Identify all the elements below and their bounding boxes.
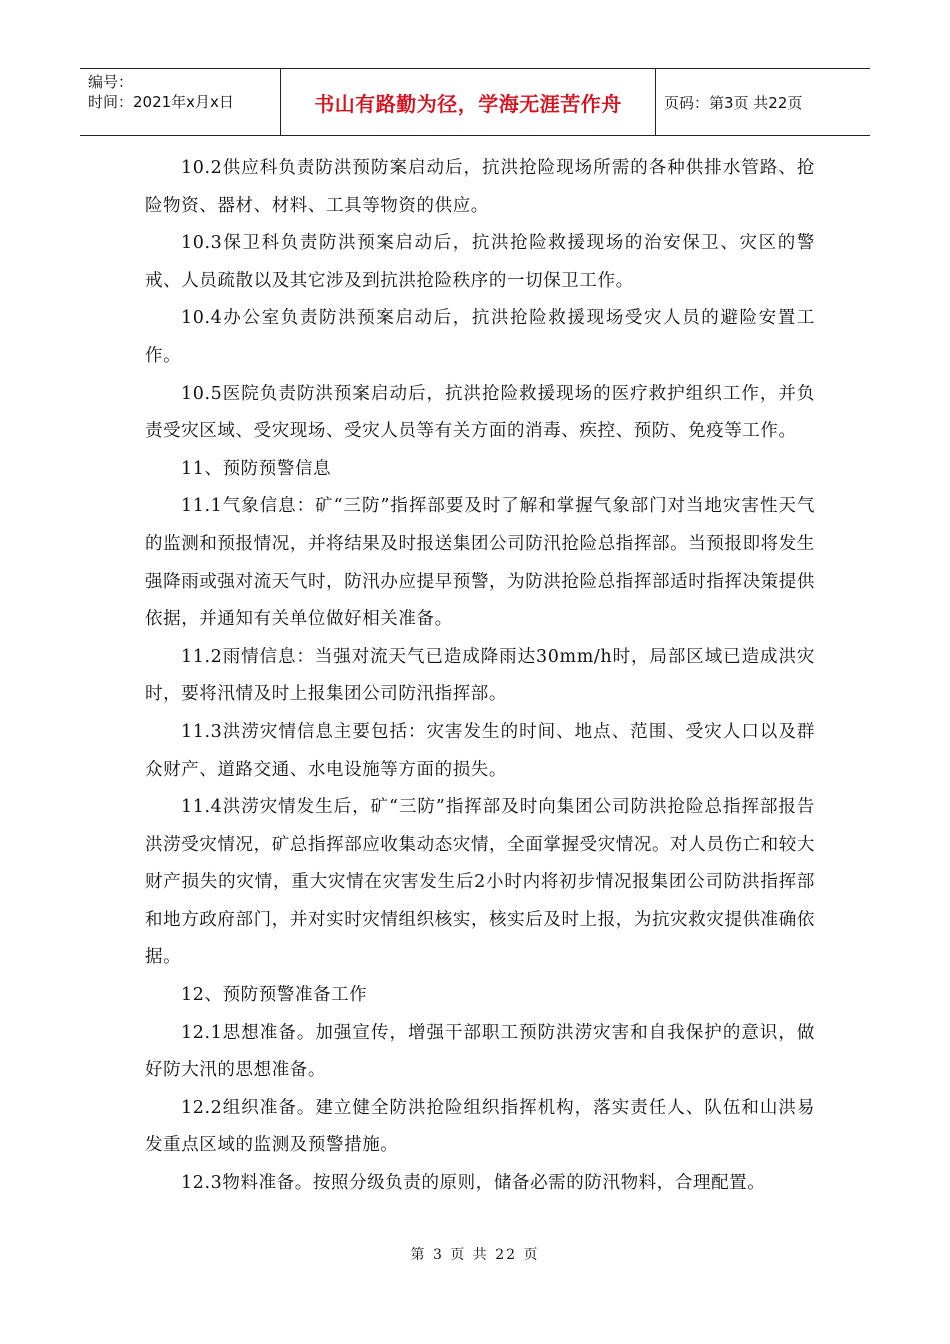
paragraph-10-5: 10.5医院负责防洪预案启动后，抗洪抢险救援现场的医疗救护组织工作，并负责受灾区域、受灾现场、受灾人员等有关方面的消毒、疾控、预防、免疫等工作。 <box>145 383 815 442</box>
paragraph-12-1: 12.1思想准备。加强宣传，增强干部职工预防洪涝灾害和自我保护的意识，做好防大汛的思想准备。 <box>145 1022 815 1081</box>
paragraph-11-4: 11.4洪涝灾情发生后，矿“三防”指挥部及时向集团公司防洪抢险总指挥部报告洪涝受灾情况，矿总指挥部应收集动态灾情，全面掌握受灾情况。对人员伤亡和较大财产损失的灾情，重大灾情在灾害发生后2小时内将初步情况报集团公司防洪指挥部和地方政府部门，并对实时灾情组织核实，核实后及时上报，为抗灾救灾提供准确依据。 <box>145 797 815 968</box>
header-page-number: 页码：第3页 共22页 <box>664 93 803 112</box>
paragraph-11-3: 11.3洪涝灾情信息主要包括：灾害发生的时间、地点、范围、受灾人口以及群众财产、道路交通、水电设施等方面的损失。 <box>145 721 815 780</box>
header-motto: 书山有路勤为径，学海无涯苦作舟 <box>281 69 656 135</box>
paragraph-10-4: 10.4办公室负责防洪预案启动后，抗洪抢险救援现场受灾人员的避险安置工作。 <box>145 308 815 366</box>
document-header <box>80 68 870 136</box>
section-heading-12: 12、预防预警准备工作 <box>181 985 368 1006</box>
paragraph-10-3: 10.3保卫科负责防洪预案启动后，抗洪抢险救援现场的治安保卫、灾区的警戒、人员疏散以及其它涉及到抗洪抢险秩序的一切保卫工作。 <box>145 233 815 291</box>
paragraph-11-1: 11.1气象信息：矿“三防”指挥部要及时了解和掌握气象部门对当地灾害性天气的监测和预报情况，并将结果及时报送集团公司防汛抢险总指挥部。当预报即将发生强降雨或强对流天气时，防汛办应提早预警，为防洪抢险总指挥部适时指挥决策提供依据，并通知有关单位做好相关准备。 <box>145 496 815 630</box>
date-label: 时间：2021年x月x日 <box>88 93 234 111</box>
section-heading-11: 11、预防预警信息 <box>181 458 332 479</box>
header-meta <box>80 69 281 135</box>
serial-number-label: 编号： <box>88 73 134 91</box>
paragraph-12-3: 12.3物料准备。按照分级负责的原则，储备必需的防汛物料，合理配置。 <box>181 1173 766 1194</box>
document-body <box>145 150 815 1203</box>
page-footer: 第 3 页 共 22 页 <box>410 1247 540 1263</box>
paragraph-12-2: 12.2组织准备。建立健全防洪抢险组织指挥机构，落实责任人、队伍和山洪易发重点区域的监测及预警措施。 <box>145 1097 815 1156</box>
paragraph-11-2: 11.2雨情信息：当强对流天气已造成降雨达30mm/h时，局部区域已造成洪灾时，要将汛情及时上报集团公司防汛指挥部。 <box>145 646 815 705</box>
paragraph-10-2: 10.2供应科负责防洪预防案启动后，抗洪抢险现场所需的各种供排水管路、抢险物资、器材、材料、工具等物资的供应。 <box>145 158 815 216</box>
